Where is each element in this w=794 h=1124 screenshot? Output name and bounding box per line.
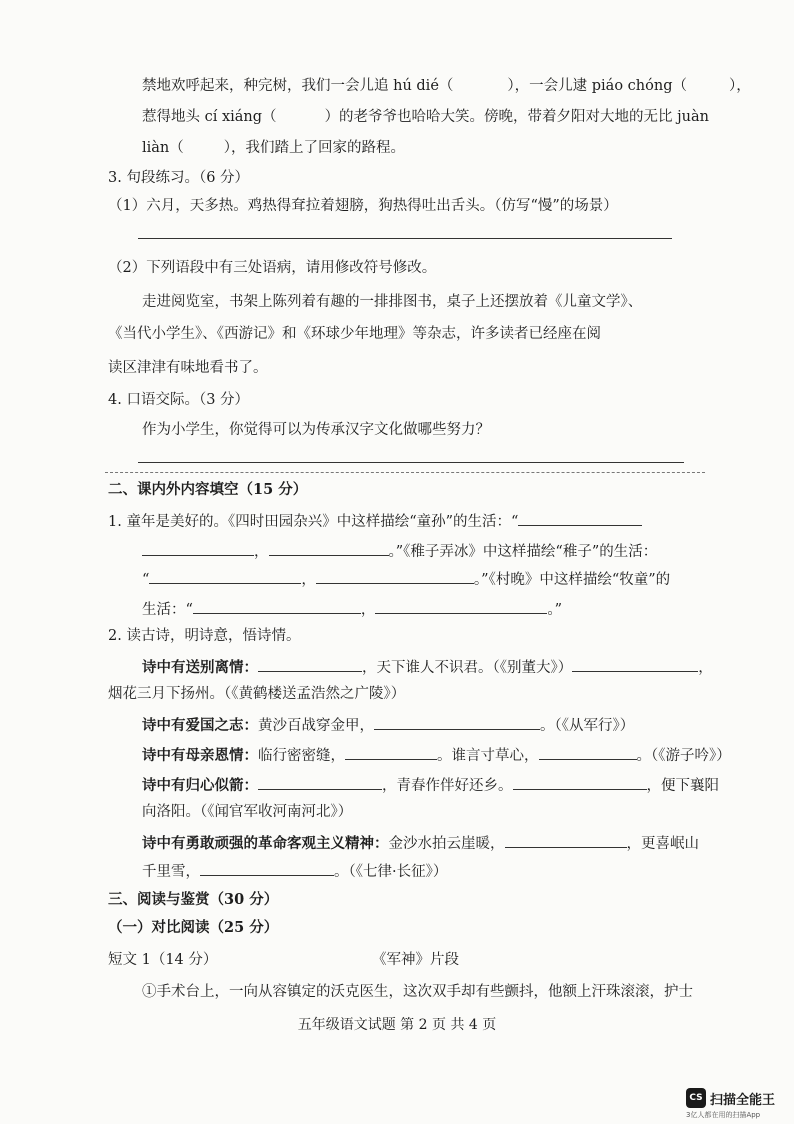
q3-paragraph-line: 读区津津有味地看书了。 [108,360,268,376]
fill-blank[interactable] [149,568,301,584]
fill-blank[interactable] [200,860,334,876]
fill-blank[interactable] [539,744,637,760]
scanner-watermark [686,1088,782,1120]
q3-part1: （1）六月，天多热。鸡热得耷拉着翅膀，狗热得吐出舌头。（仿写“慢”的场景） [108,198,618,214]
q4-title: 4. 口语交际。（3 分） [108,392,250,408]
poem-brave: 诗中有勇敢顽强的革命客观主义精神：金沙水拍云崖暖， ，更喜岷山 [142,832,699,854]
section-3-heading: 三、阅读与鉴赏（30 分） [108,891,279,908]
fill-blank[interactable] [505,832,627,848]
fill-blank[interactable] [572,656,698,672]
passage-line-2: 惹得地头 cí xiáng（ ）的老爷爷也哈哈大笑。傍晚，带着夕阳对大地的无比 juàn [142,109,709,125]
q3-paragraph-line: 走进阅览室，书架上陈列着有趣的一排排图书，桌子上还摆放着《儿童文学》、 [142,294,643,310]
poem-brave-line-2: 千里雪， 。（《七律·长征》） [142,860,447,882]
answer-line[interactable] [138,462,684,463]
text-1-title: 《军神》片段 [372,952,459,968]
s2-q1-line-4: 生活：“ ， 。” [142,598,562,620]
page-footer: 五年级语文试题 第 2 页 共 4 页 [297,1017,497,1033]
s2-q2-title: 2. 读古诗，明诗意，悟诗情。 [108,628,301,644]
section-divider [105,472,705,473]
watermark-tagline: 3亿人都在用的扫描App [686,1111,761,1119]
fill-blank[interactable] [374,714,540,730]
fill-blank[interactable] [269,540,389,556]
text-1-paragraph: ①手术台上，一向从容镇定的沃克医生，这次双手却有些颤抖，他额上汗珠滚滚，护士 [142,984,693,1000]
fill-blank[interactable] [518,510,642,526]
section-2-heading: 二、课内外内容填空（15 分） [108,481,308,498]
fill-blank[interactable] [316,568,474,584]
text-1-label: 短文 1（14 分） [108,952,218,968]
fill-blank[interactable] [375,598,547,614]
watermark-name: 扫描全能王 [710,1093,776,1108]
answer-line[interactable] [138,238,672,239]
fill-blank[interactable] [345,744,437,760]
s2-q1-line-1: 1. 童年是美好的。《四时田园杂兴》中这样描绘“童孙”的生活：“ [108,510,642,532]
section-3-subheading: （一）对比阅读（25 分） [108,919,279,936]
poem-patriot: 诗中有爱国之志：黄沙百战穿金甲， 。（《从军行》） [142,714,634,736]
poem-farewell-line-2: 烟花三月下扬州。（《黄鹤楼送孟浩然之广陵》） [108,686,406,702]
poem-homesick: 诗中有归心似箭： ，青春作伴好还乡。 ，便下襄阳 [142,774,719,796]
fill-blank[interactable] [142,540,254,556]
poem-farewell: 诗中有送别离情： ，天下谁人不识君。（《别董大》） ， [142,656,713,678]
camscanner-logo-icon: CS [686,1088,706,1108]
passage-line-3: liàn（ ），我们踏上了回家的路程。 [142,140,406,156]
fill-blank[interactable] [258,656,362,672]
passage-line-1: 禁地欢呼起来，种完树，我们一会儿追 hú dié（ ），一会儿逮 piáo chóng（ ）， [142,78,751,94]
q4-question: 作为小学生，你觉得可以为传承汉字文化做哪些努力？ [142,422,490,438]
fill-blank[interactable] [513,774,647,790]
fill-blank[interactable] [258,774,382,790]
fill-blank[interactable] [193,598,361,614]
poem-homesick-line-2: 向洛阳。（《闻官军收河南河北》） [142,804,353,820]
s2-q1-line-2: ， 。”《稚子弄冰》中这样描绘“稚子”的生活： [142,540,657,562]
q3-title: 3. 句段练习。（6 分） [108,170,250,186]
s2-q1-line-3: “ ， 。”《村晚》中这样描绘“牧童”的 [142,568,670,590]
q3-paragraph-line: 《当代小学生》、《西游记》和《环球少年地理》等杂志，许多读者已经座在阅 [108,326,601,342]
poem-mother: 诗中有母亲恩情：临行密密缝， 。谁言寸草心， 。（《游子吟》） [142,744,731,766]
q3-part2: （2）下列语段中有三处语病，请用修改符号修改。 [108,260,437,276]
